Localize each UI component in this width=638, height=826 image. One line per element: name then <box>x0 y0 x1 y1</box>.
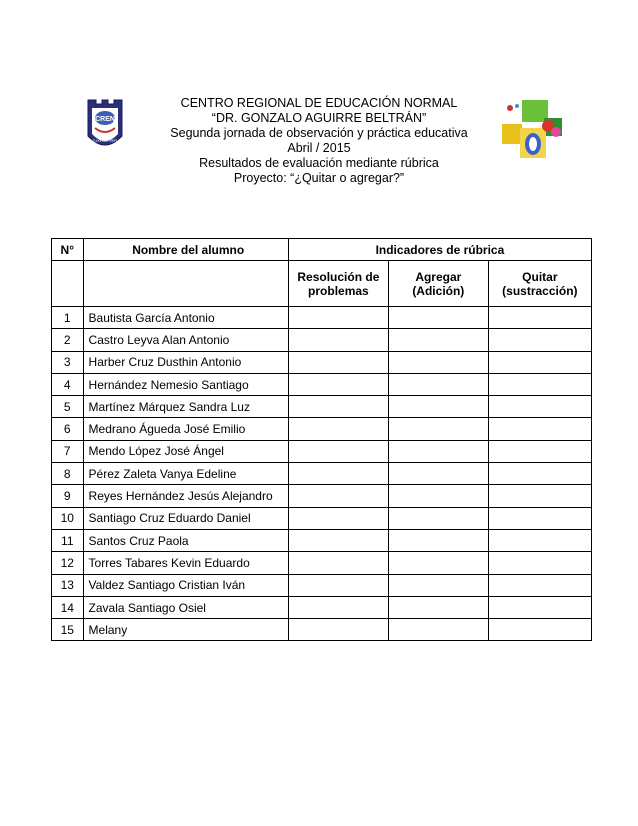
table-row <box>52 418 592 440</box>
table-row <box>52 463 592 485</box>
indicators-header: Indicadores de rúbrica <box>288 239 591 261</box>
cell-quitar <box>488 307 591 329</box>
subheader-agregar: Agregar (Adición) <box>388 261 488 307</box>
document-header <box>0 96 638 186</box>
cell-resolucion <box>288 529 388 551</box>
table-row <box>52 351 592 373</box>
cell-resolucion <box>288 463 388 485</box>
cell-resolucion <box>288 373 388 395</box>
row-number: 13 <box>52 574 84 596</box>
subheader-resolucion: Resolución de problemas <box>288 261 388 307</box>
cell-resolucion <box>288 440 388 462</box>
cell-quitar <box>488 373 591 395</box>
row-number: 6 <box>52 418 84 440</box>
results-line: Resultados de evaluación mediante rúbrica <box>199 156 439 170</box>
cell-resolucion <box>288 329 388 351</box>
row-number: 4 <box>52 373 84 395</box>
subheader-blank-name <box>83 261 288 307</box>
cell-quitar <box>488 396 591 418</box>
student-name: Castro Leyva Alan Antonio <box>83 329 288 351</box>
student-name: Santos Cruz Paola <box>83 529 288 551</box>
cell-agregar <box>388 329 488 351</box>
cell-resolucion <box>288 418 388 440</box>
cell-resolucion <box>288 307 388 329</box>
row-number: 8 <box>52 463 84 485</box>
student-name: Bautista García Antonio <box>83 307 288 329</box>
student-rows <box>52 307 592 641</box>
row-number: 5 <box>52 396 84 418</box>
crest-text-top: CREN <box>95 116 115 123</box>
crest-text-bottom: TUXPAN VER. <box>91 138 119 143</box>
cell-resolucion <box>288 485 388 507</box>
student-name: Martínez Márquez Sandra Luz <box>83 396 288 418</box>
cell-quitar <box>488 418 591 440</box>
row-number: 1 <box>52 307 84 329</box>
cell-quitar <box>488 485 591 507</box>
date-line: Abril / 2015 <box>287 141 351 155</box>
student-name: Valdez Santiago Cristian Iván <box>83 574 288 596</box>
student-name-header: Nombre del alumno <box>83 239 288 261</box>
cell-quitar <box>488 619 591 641</box>
student-name: Harber Cruz Dusthin Antonio <box>83 351 288 373</box>
cell-agregar <box>388 619 488 641</box>
cell-quitar <box>488 329 591 351</box>
subheader-quitar: Quitar (sustracción) <box>488 261 591 307</box>
institution-honoree: “DR. GONZALO AGUIRRE BELTRÁN” <box>211 111 427 125</box>
student-name: Santiago Cruz Eduardo Daniel <box>83 507 288 529</box>
cell-agregar <box>388 373 488 395</box>
student-name: Reyes Hernández Jesús Alejandro <box>83 485 288 507</box>
row-number: 14 <box>52 596 84 618</box>
student-name: Torres Tabares Kevin Eduardo <box>83 552 288 574</box>
cell-agregar <box>388 552 488 574</box>
cell-resolucion <box>288 619 388 641</box>
table-row <box>52 507 592 529</box>
student-name: Mendo López José Ángel <box>83 440 288 462</box>
table-row <box>52 307 592 329</box>
student-name: Medrano Águeda José Emilio <box>83 418 288 440</box>
table-row <box>52 552 592 574</box>
row-number: 10 <box>52 507 84 529</box>
table-row <box>52 485 592 507</box>
cell-quitar <box>488 440 591 462</box>
cell-resolucion <box>288 507 388 529</box>
table-row <box>52 373 592 395</box>
cell-agregar <box>388 351 488 373</box>
cell-quitar <box>488 596 591 618</box>
table-row <box>52 619 592 641</box>
cell-agregar <box>388 485 488 507</box>
student-name: Zavala Santiago Osiel <box>83 596 288 618</box>
row-number: 9 <box>52 485 84 507</box>
cell-resolucion <box>288 396 388 418</box>
cell-agregar <box>388 396 488 418</box>
row-number: 15 <box>52 619 84 641</box>
number-header: N° <box>52 239 84 261</box>
row-number: 7 <box>52 440 84 462</box>
student-name: Pérez Zaleta Vanya Edeline <box>83 463 288 485</box>
cell-quitar <box>488 351 591 373</box>
cell-quitar <box>488 529 591 551</box>
table-row <box>52 596 592 618</box>
institution-name: CENTRO REGIONAL DE EDUCACIÓN NORMAL <box>180 96 458 110</box>
cell-quitar <box>488 463 591 485</box>
cell-resolucion <box>288 351 388 373</box>
cell-agregar <box>388 418 488 440</box>
cell-agregar <box>388 596 488 618</box>
cell-resolucion <box>288 552 388 574</box>
student-name: Hernández Nemesio Santiago <box>83 373 288 395</box>
cell-agregar <box>388 463 488 485</box>
cell-resolucion <box>288 596 388 618</box>
table-row <box>52 396 592 418</box>
cell-agregar <box>388 440 488 462</box>
cell-agregar <box>388 574 488 596</box>
student-name: Melany <box>83 619 288 641</box>
cell-agregar <box>388 529 488 551</box>
cell-resolucion <box>288 574 388 596</box>
rubric-table <box>51 238 592 641</box>
table-row <box>52 529 592 551</box>
cell-quitar <box>488 507 591 529</box>
row-number: 2 <box>52 329 84 351</box>
cell-agregar <box>388 307 488 329</box>
activity-title: Segunda jornada de observación y práctica educativa <box>170 126 468 140</box>
table-row <box>52 574 592 596</box>
cell-agregar <box>388 507 488 529</box>
project-line: Proyecto: “¿Quitar o agregar?” <box>233 171 405 185</box>
row-number: 3 <box>52 351 84 373</box>
cell-quitar <box>488 574 591 596</box>
subheader-blank-num <box>52 261 84 307</box>
row-number: 11 <box>52 529 84 551</box>
row-number: 12 <box>52 552 84 574</box>
table-row <box>52 440 592 462</box>
table-row <box>52 329 592 351</box>
cell-quitar <box>488 552 591 574</box>
